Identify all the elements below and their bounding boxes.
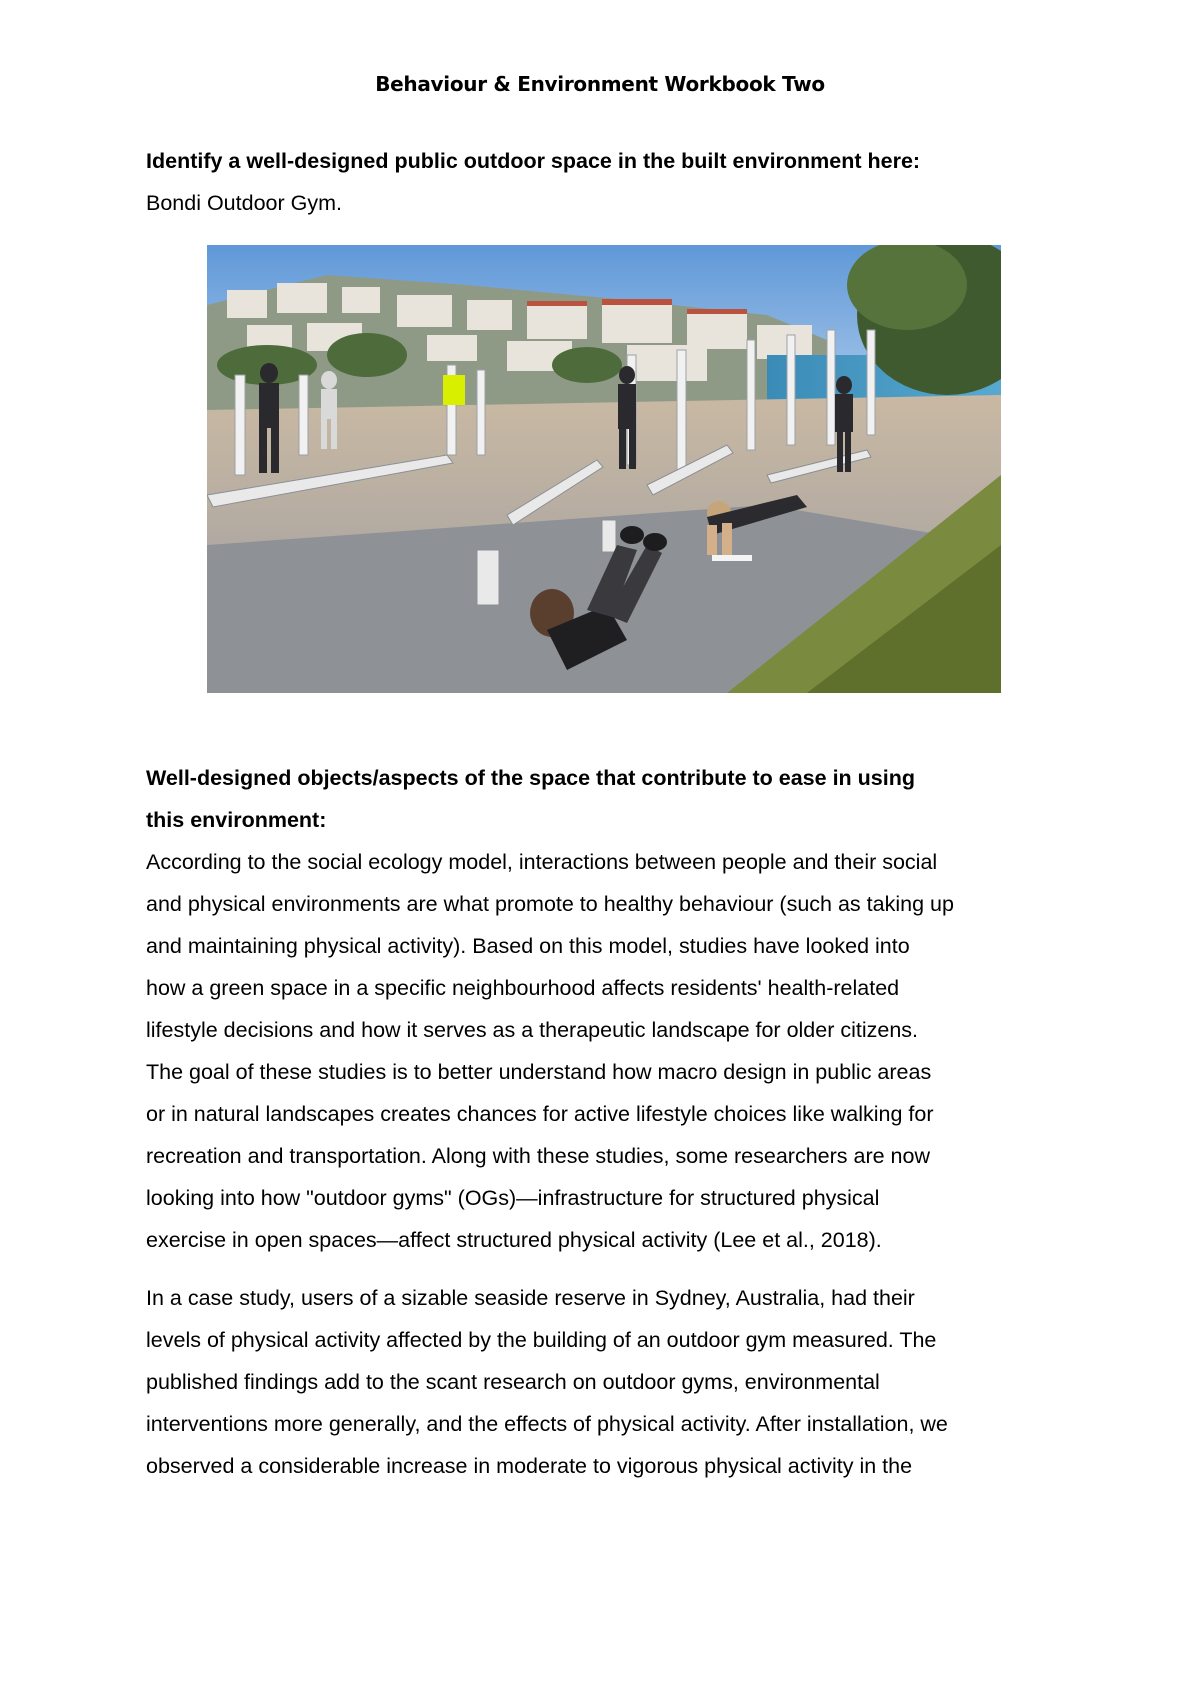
text-line: exercise in open spaces—affect structured physical activity (Lee et al., 2018). bbox=[146, 1228, 882, 1252]
paragraph bbox=[146, 841, 1066, 1261]
text-line: and physical environments are what promote to healthy behaviour (such as taking up bbox=[146, 892, 954, 916]
text-line: According to the social ecology model, interactions between people and their social bbox=[146, 850, 938, 874]
text-line: In a case study, users of a sizable seaside reserve in Sydney, Australia, had their bbox=[146, 1286, 915, 1310]
text-line: recreation and transportation. Along with these studies, some researchers are now bbox=[146, 1144, 930, 1168]
text-line: and maintaining physical activity). Based on this model, studies have looked into bbox=[146, 934, 910, 958]
section-identify-space bbox=[146, 140, 1066, 224]
text-line: looking into how "outdoor gyms" (OGs)—infrastructure for structured physical bbox=[146, 1186, 880, 1210]
section-heading-line: this environment: bbox=[146, 808, 327, 832]
space-name-answer: Bondi Outdoor Gym. bbox=[146, 191, 342, 215]
text-line: interventions more generally, and the effects of physical activity. After installation, we bbox=[146, 1412, 948, 1436]
page-title: Behaviour & Environment Workbook Two bbox=[375, 72, 825, 96]
paragraph bbox=[146, 1277, 1066, 1487]
section-design-aspects bbox=[146, 757, 1066, 1487]
section-heading-line: Well-designed objects/aspects of the space that contribute to ease in using bbox=[146, 766, 915, 790]
text-line: or in natural landscapes creates chances for active lifestyle choices like walking for bbox=[146, 1102, 934, 1126]
text-line: The goal of these studies is to better understand how macro design in public areas bbox=[146, 1060, 932, 1084]
text-line: observed a considerable increase in moderate to vigorous physical activity in the bbox=[146, 1454, 913, 1478]
section-heading: Identify a well-designed public outdoor space in the built environment here: bbox=[146, 149, 921, 173]
text-line: levels of physical activity affected by the building of an outdoor gym measured. The bbox=[146, 1328, 937, 1352]
text-line: published findings add to the scant research on outdoor gyms, environmental bbox=[146, 1370, 880, 1394]
text-line: lifestyle decisions and how it serves as a therapeutic landscape for older citizens. bbox=[146, 1018, 919, 1042]
outdoor-gym-photo bbox=[207, 245, 1001, 693]
text-line: how a green space in a specific neighbourhood affects residents' health-related bbox=[146, 976, 900, 1000]
